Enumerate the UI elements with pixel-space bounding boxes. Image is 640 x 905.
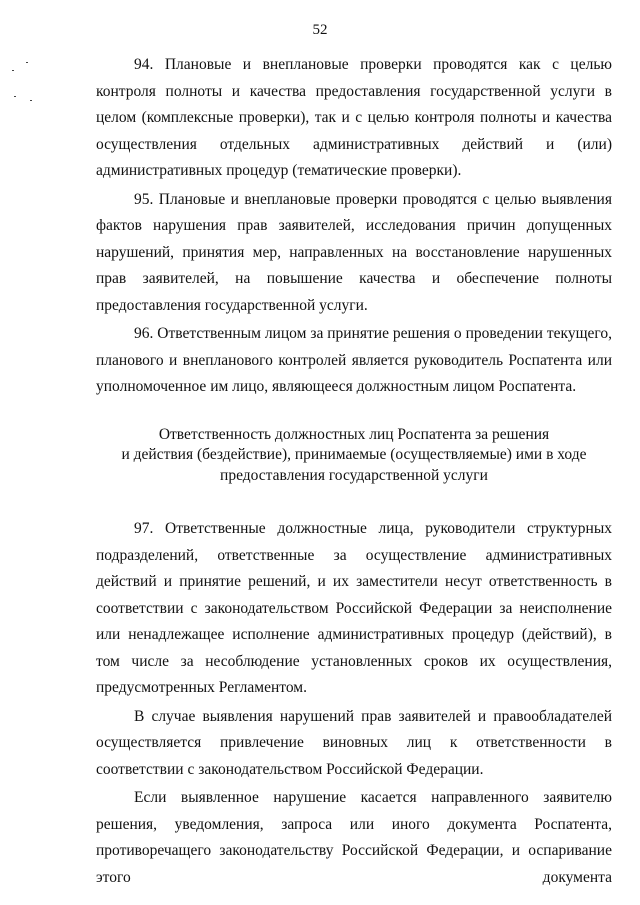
paragraph-violation: В случае выявления нарушений прав заявителей и правообладателей осуществляется привлечение виновных лиц к ответственности в соответствии с законодательством Российской Федерации. [96,707,612,778]
paragraph-last: Если выявленное нарушение касается направленного заявителю решения, уведомления, запроса или иного документа Роспатента, противоречащего законодательству Российской Федерации, и оспаривание этого документа [96,789,612,886]
section-heading [96,425,612,487]
heading-line: предоставления государственной услуги [220,466,488,484]
scan-artifact [26,62,28,63]
scan-artifact [12,70,14,71]
scan-artifact [14,96,16,97]
document-body [96,52,612,891]
paragraph-94: 94. Плановые и внеплановые проверки проводятся как с целью контроля полноты и качества предоставления государственной услуги в целом (комплексные проверки), так и с целью контроля полноты и качества осуществления отдельных административных действий и (или) административных процедур (тематические проверки). [96,56,612,179]
scan-artifact [30,100,32,101]
page-number: 52 [312,22,328,38]
paragraph-95: 95. Плановые и внеплановые проверки проводятся с целью выявления фактов нарушения прав заявителей, исследования причин допущенных нарушений, принятия мер, направленных на восстановление нарушенных прав заявителей, на повышение качества и обеспечение полноты предоставления государственной услуги. [96,190,612,314]
paragraph-96: 96. Ответственным лицом за принятие решения о проведении текущего, планового и внепланового контролей является руководитель Роспатента или уполномоченное им лицо, являющееся должностным лицом Роспатента. [96,325,612,395]
heading-line: Ответственность должностных лиц Роспатента за решения [158,425,550,443]
heading-line: и действия (бездействие), принимаемые (осуществляемые) ими в ходе [121,446,587,463]
paragraph-97: 97. Ответственные должностные лица, руководители структурных подразделений, ответственные за осуществление административных действий и принятие решений, и их заместители несут ответственность в соответствии с законодательством Российской Федерации за неисполнение или ненадлежащее исполнение административных процедур (действий), в том числе за несоблюдение установленных сроков их осуществления, предусмотренных Регламентом. [96,520,612,696]
